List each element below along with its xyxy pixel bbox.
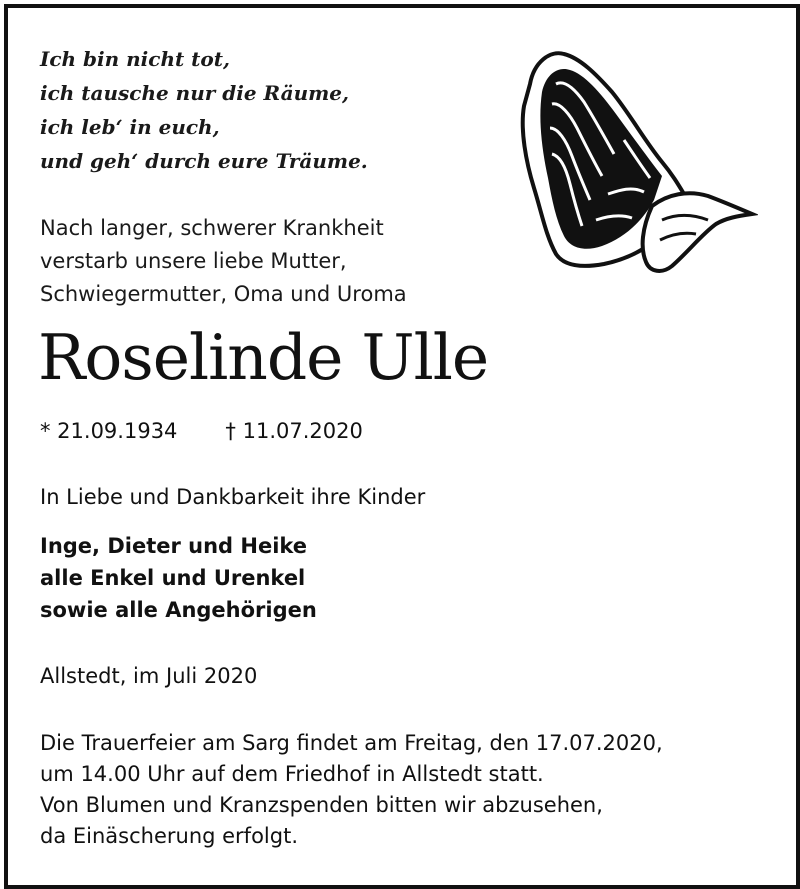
poem (40, 42, 368, 178)
intro-line: Nach langer, schwerer Krankheit (40, 216, 384, 240)
birth-date: * 21.09.1934 (40, 419, 178, 443)
family-line: alle Enkel und Urenkel (40, 566, 306, 590)
family-names (40, 530, 317, 626)
intro-text (40, 212, 407, 311)
place-date: Allstedt, im Juli 2020 (40, 664, 258, 688)
praying-hands-icon (512, 44, 758, 276)
life-dates (40, 416, 363, 446)
service-line: Von Blumen und Kranzspenden bitten wir abzusehen, (40, 793, 603, 817)
family-intro: In Liebe und Dankbarkeit ihre Kinder (40, 485, 426, 509)
service-line: Die Trauerfeier am Sarg findet am Freitag, den 17.07.2020, (40, 731, 663, 755)
intro-line: verstarb unsere liebe Mutter, (40, 249, 347, 273)
poem-line: ich tausche nur die Räume, (40, 81, 349, 105)
service-info (40, 728, 663, 852)
intro-line: Schwiegermutter, Oma und Uroma (40, 282, 407, 306)
family-line: sowie alle Angehörigen (40, 598, 317, 622)
service-line: da Einäscherung erfolgt. (40, 824, 298, 848)
family-line: Inge, Dieter und Heike (40, 534, 308, 558)
poem-line: und geh‘ durch eure Träume. (40, 149, 368, 173)
death-date: † 11.07.2020 (225, 419, 363, 443)
deceased-name: Roselinde Ulle (38, 321, 489, 394)
service-line: um 14.00 Uhr auf dem Friedhof in Allstedt statt. (40, 762, 544, 786)
poem-line: ich leb‘ in euch, (40, 115, 220, 139)
poem-line: Ich bin nicht tot, (40, 47, 230, 71)
